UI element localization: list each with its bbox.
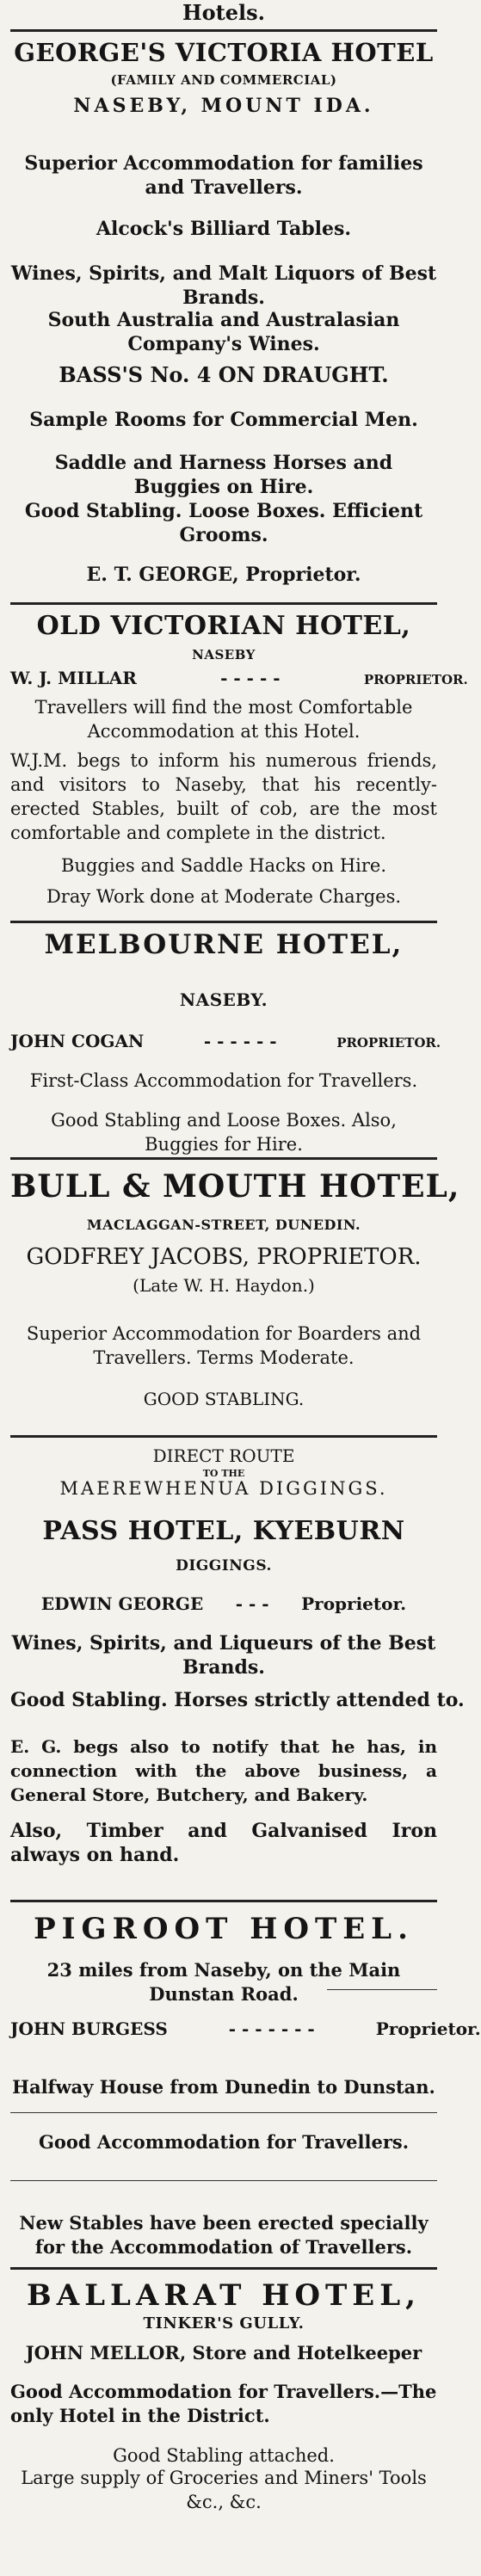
proprietor-row: [10, 1031, 441, 1051]
divider: [10, 1157, 437, 1160]
ad-line: Good Stabling. Horses strictly attended to.: [10, 1689, 465, 1711]
proprietor-name: EDWIN GEORGE: [40, 1593, 204, 1614]
hotel-name: BALLARAT HOTEL,: [27, 2278, 421, 2313]
divider: [327, 1989, 437, 1990]
proprietor-name: W. J. MILLAR: [10, 668, 137, 688]
ad-line: Superior Accommodation for families and Travellers.: [24, 152, 423, 199]
proprietor-name: JOHN COGAN: [10, 1031, 145, 1051]
ad-line: Saddle and Harness Horses and Buggies on Hire.: [54, 452, 393, 498]
divider: [10, 2180, 437, 2181]
divider: [10, 602, 437, 605]
proprietor-label: PROPRIETOR.: [336, 1035, 441, 1051]
hotel-name: PASS HOTEL, KYEBURN: [42, 1516, 405, 1546]
divider: [10, 1900, 437, 1902]
proprietor-label: PROPRIETOR.: [363, 672, 468, 687]
late-proprietor: (Late W. H. Haydon.): [133, 1275, 315, 1296]
section-title: Hotels.: [182, 0, 266, 25]
ad-georges-victoria-hotel: [10, 38, 437, 606]
ad-line: First-Class Accommodation for Travellers.: [29, 1070, 418, 1091]
ad-old-victorian-hotel: [10, 611, 468, 929]
ad-melbourne-hotel: [10, 929, 441, 1157]
proprietor-dashes: - - - - -: [220, 668, 281, 688]
ad-line: Sample Rooms for Commercial Men.: [29, 409, 418, 431]
proprietor-label: Proprietor.: [375, 2018, 481, 2039]
proprietor-dashes: - - - - - - -: [228, 2018, 315, 2039]
ad-line: BASS'S No. 4 ON DRAUGHT.: [59, 362, 389, 387]
divider: [10, 2267, 437, 2270]
proprietor-dashes: - - - - - -: [203, 1031, 277, 1051]
ad-line: Good Stabling and Loose Boxes. Also, Buggies for Hire.: [51, 1110, 397, 1155]
ad-line: W.J.M. begs to inform his numerous friends, and visitors to Naseby, that his recently-erected Stables, built of cob, are the most comfortable and complete in the district.: [10, 750, 437, 843]
ad-line: Dray Work done at Moderate Charges.: [46, 886, 402, 907]
route-line: MAEREWHENUA DIGGINGS.: [59, 1478, 388, 1499]
ad-line: Good Stabling attached.: [113, 2445, 335, 2466]
route-line: DIRECT ROUTE: [152, 1445, 295, 1466]
ad-line: Halfway House from Dunedin to Dunstan.: [12, 2076, 435, 2098]
ad-line: Alcock's Billiard Tables.: [96, 218, 352, 240]
divider: [10, 2112, 437, 2113]
ad-pigroot-hotel: [10, 1907, 481, 2285]
ad-line: E. G. begs also to notify that he has, in connection with the above business, a General Store, Butchery, and Bakery.: [10, 1736, 437, 1805]
proprietor-row: [10, 2018, 481, 2039]
ad-line: Large supply of Groceries and Miners' Tools &c., &c.: [21, 2468, 427, 2512]
hotel-name: PIGROOT HOTEL.: [34, 1912, 414, 1946]
proprietor-row: [10, 1593, 437, 1614]
ad-line: Good Accommodation for Travellers.: [38, 2131, 410, 2153]
ad-line: Wines, Spirits, and Liqueurs of the Best Brands.: [11, 1632, 436, 1679]
ad-line: South Australia and Australasian Company's Wines.: [47, 309, 400, 355]
ad-line: Wines, Spirits, and Malt Liquors of Best Brands.: [10, 262, 437, 309]
ad-line: Good Accommodation for Travellers.—The only Hotel in the District.: [10, 2381, 437, 2426]
ad-line: GOOD STABLING.: [143, 1389, 305, 1409]
hotel-name: MELBOURNE HOTEL,: [44, 929, 404, 960]
proprietor-line: E. T. GEORGE, Proprietor.: [86, 564, 361, 586]
divider: [10, 1435, 437, 1438]
route-line: TO THE: [202, 1468, 245, 1479]
hotel-location: TINKER'S GULLY.: [143, 2314, 305, 2333]
hotel-subtitle: (FAMILY AND COMMERCIAL): [110, 72, 337, 88]
hotel-location: NASEBY.: [179, 989, 268, 1010]
hotel-name: GEORGE'S VICTORIA HOTEL: [14, 38, 434, 67]
hotel-location: 23 miles from Naseby, on the Main Dunstan Road.: [46, 1959, 401, 2005]
divider: [10, 29, 437, 32]
ad-pass-hotel-kyeburn: [10, 1442, 465, 1898]
hotel-location: NASEBY: [192, 647, 256, 662]
ad-line: Good Stabling. Loose Boxes. Efficient Grooms.: [24, 500, 423, 546]
hotel-location: DIGGINGS.: [176, 1557, 272, 1575]
ad-line: New Stables have been erected specially for the Accommodation of Travellers.: [19, 2212, 429, 2258]
divider: [10, 921, 437, 923]
ad-line: JOHN MELLOR, Store and Hotelkeeper: [25, 2342, 422, 2363]
proprietor-name: JOHN BURGESS: [10, 2018, 168, 2039]
ad-line: Superior Accommodation for Boarders and Travellers. Terms Moderate.: [26, 1323, 422, 1368]
proprietor-line: GODFREY JACOBS, PROPRIETOR.: [26, 1244, 422, 1270]
ad-ballarat-hotel: [10, 2275, 437, 2576]
hotel-name: BULL & MOUTH HOTEL,: [10, 1168, 460, 1205]
proprietor-row: [10, 668, 468, 688]
hotel-location: MACLAGGAN-STREET, DUNEDIN.: [86, 1217, 361, 1233]
ad-bull-and-mouth-hotel: [10, 1163, 460, 1440]
ad-line: Also, Timber and Galvanised Iron always on hand.: [10, 1820, 437, 1866]
proprietor-label: Proprietor.: [301, 1593, 407, 1614]
proprietor-dashes: - - -: [235, 1593, 269, 1614]
hotel-name: OLD VICTORIAN HOTEL,: [36, 611, 411, 641]
ad-line: Travellers will find the most Comfortable Accommodation at this Hotel.: [34, 697, 413, 742]
hotel-location: NASEBY, MOUNT IDA.: [73, 95, 374, 117]
ad-line: Buggies and Saddle Hacks on Hire.: [61, 855, 386, 876]
